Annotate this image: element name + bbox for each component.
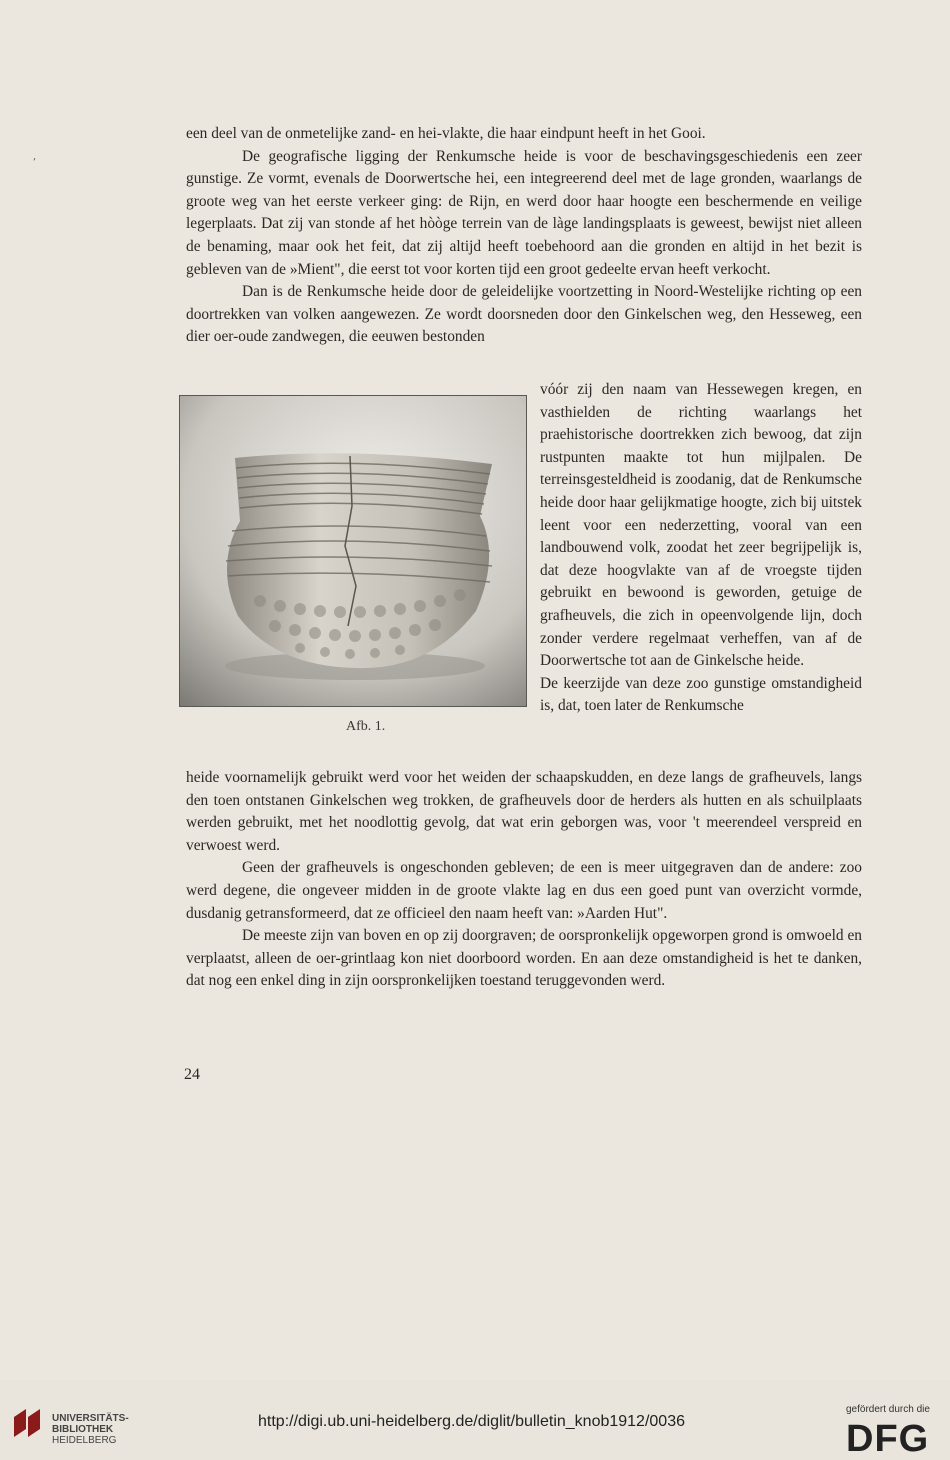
university-library-logo-icon — [10, 1405, 46, 1441]
text-block-bottom — [186, 767, 862, 993]
paragraph-4: heide voornamelijk gebruikt werd voor het weiden der schaapskudden, en deze langs de grafheuvels, langs den toen ontstanen Ginkelschen weg trokken, de grafheuvels door de herders als hutten en als schuilplaats werden gebruikt, met het noodlottig gevolg, dat wat erin geborgen was, voor 't meerendeel verspreid en verwoest werd. — [186, 769, 862, 854]
text-wrap-right — [540, 379, 862, 718]
source-url-link[interactable]: http://digi.ub.uni-heidelberg.de/diglit/bulletin_knob1912/0036 — [258, 1413, 685, 1430]
university-library-name — [52, 1413, 129, 1446]
paragraph-5: Geen der grafheuvels is ongeschonden gebleven; de een is meer uitgegraven dan de andere: zoo werd degene, die ongeveer midden in de groote vlakte lag en dus een goed punt van overzicht vormde, dusdanig getransformeerd, dat ze officieel den naam heeft van: »Aarden Hut". — [186, 859, 862, 922]
library-line-3: HEIDELBERG — [52, 1435, 117, 1446]
page-number: 24 — [184, 1066, 200, 1083]
funding-label: gefördert durch die — [846, 1404, 930, 1415]
wrap-paragraph-1: vóór zij den naam van Hessewegen kregen, en vasthielden de richting waarlangs het praehistorische doortrekken zich bewoog, dat zijn rustpunten maakte tot hun mijlpalen. De terreinsgesteldheid is zoodanig, dat de Renkumsche heide door haar gelijkmatige hoogte, zich bij uitstek leent voor een nederzetting, vooral van een landbouwend volk, zoodat het zeer begrijpelijk is, dat deze hoogvlakte van af de vroegste tijden gebruikt en bewoond is geworden, getuige de grafheuvels, die zich in opeenvolgende lijn, doch zonder verdere regelmaat verheffen, van af de Doorwertsche tot aan de Ginkelsche heide. — [540, 381, 862, 670]
library-line-1: UNIVERSITÄTS- — [52, 1413, 129, 1424]
figure-caption: Afb. 1. — [346, 719, 386, 734]
paragraph-2: De geografische ligging der Renkumsche heide is voor de beschavingsgeschiedenis een zeer gunstige. Ze vormt, evenals de Doorwertsche hei, een integreerend deel met de lage gronden, waarlangs de groote weg van het eerste verkeer ging: de Rijn, en werd door haar hoogte een beschermende en veilige legerplaats. Dat zij van stonde af het hòòge terrein van de làge landingsplaats is geweest, bewijst niet alleen de benaming, maar ook het feit, dat zij altijd heeft toebehoord aan die gronden en altijd in het bezit is gebleven van de »Mient", die eerst tot voor korten tijd een groot gedeelte ervan heeft verkocht. — [186, 147, 862, 278]
scan-speck: , — [33, 151, 37, 162]
pottery-urn-icon — [180, 396, 526, 706]
paragraph-1: een deel van de onmetelijke zand- en hei-vlakte, die haar eindpunt heeft in het Gooi. — [186, 125, 706, 142]
dfg-logo: DFG — [846, 1418, 930, 1460]
wrap-paragraph-2: De keerzijde van deze zoo gunstige omstandigheid is, dat, toen later de Renkumsche — [540, 674, 862, 715]
paragraph-3: Dan is de Renkumsche heide door de geleidelijke voortzetting in Noord-Westelijke richting op een doortrekken van volken aangewezen. Ze wordt doorsneden door den Ginkelschen weg, den Hesseweg, een dier oer-oude zandwegen, die eeuwen bestonden — [186, 283, 862, 346]
paragraph-6: De meeste zijn van boven en op zij doorgraven; de oorspronkelijk opgeworpen grond is omwoeld en verplaatst, alleen de oer-grintlaag kon niet doorboord worden. En aan deze omstandigheid is het te danken, dat nog een enkel ding in zijn oorspronkelijken toestand teruggevonden werd. — [186, 927, 862, 990]
text-block-top — [186, 123, 862, 349]
library-line-2: BIBLIOTHEK — [52, 1424, 114, 1435]
urn-photograph — [179, 395, 527, 707]
